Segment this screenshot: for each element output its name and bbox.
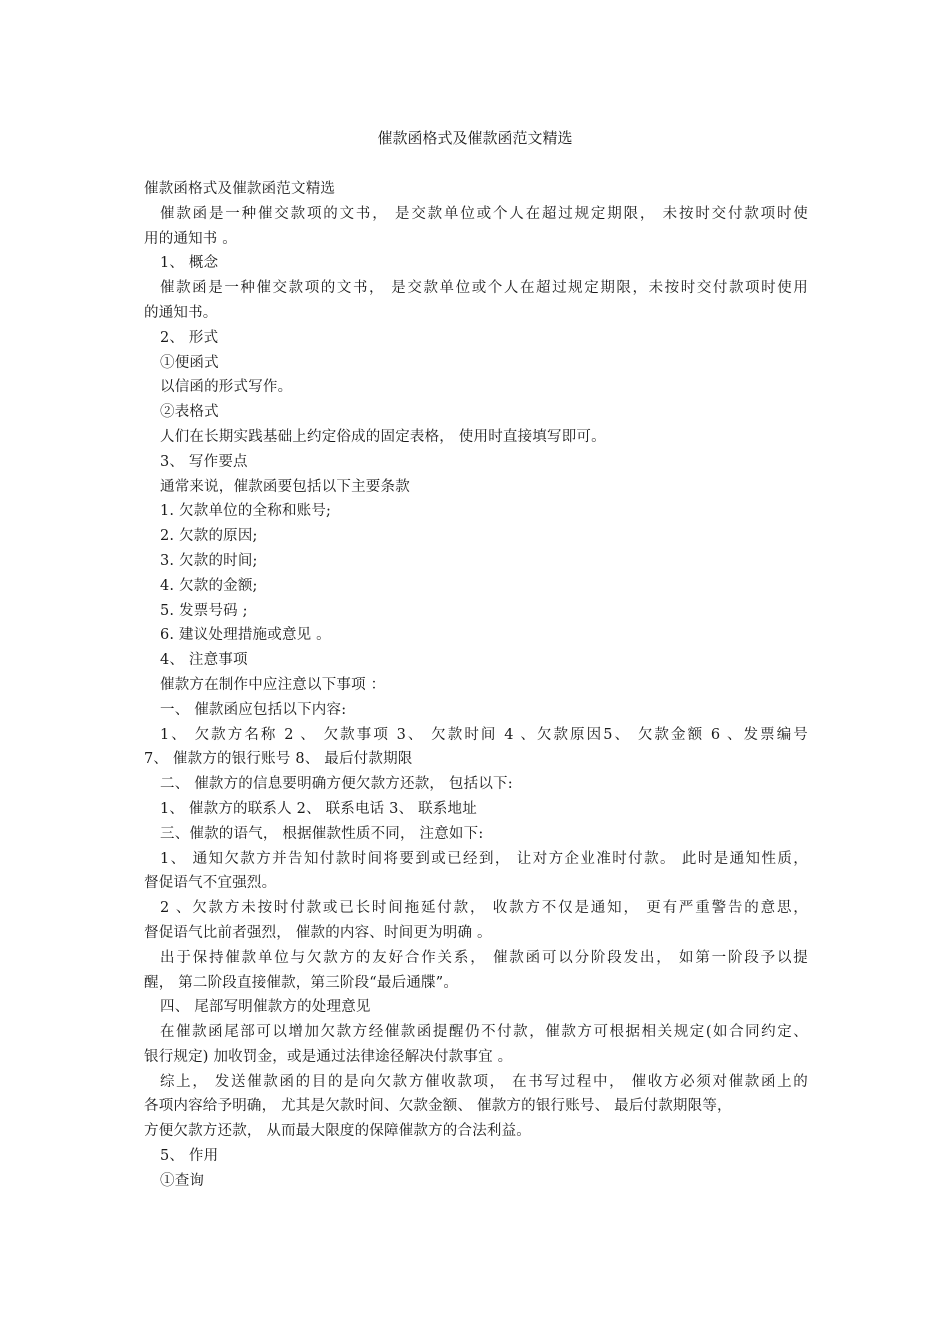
body-line: ①便函式 <box>160 354 219 371</box>
body-line: 5. 发票号码 ; <box>160 602 248 619</box>
body-line: 2. 欠款的原因; <box>160 528 258 545</box>
body-line: 催款函格式及催款函范文精选 <box>144 181 336 197</box>
body-line: 综上， 发送催款函的目的是向欠款方催收款项， 在书写过程中， 催收方必须对催款函上的 <box>160 1073 808 1090</box>
document-title: 催款函格式及催款函范文精选 <box>377 129 573 147</box>
body-line: 的通知书。 <box>144 304 218 321</box>
body-line: 方便欠款方还款， 从而最大限度的保障催款方的合法利益。 <box>144 1123 532 1140</box>
document-body <box>144 177 814 1194</box>
body-line: 3. 欠款的时间; <box>160 552 258 569</box>
body-line: 各项内容给予明确， 尤其是欠款时间、欠款金额、 催款方的银行账号、 最后付款期限等， <box>144 1098 732 1115</box>
body-line: ①查询 <box>160 1172 205 1189</box>
body-line: ②表格式 <box>160 404 219 421</box>
body-line: 1、 欠款方名称 2 、 欠款事项 3、 欠款时间 4 、欠款原因5、 欠款金额 6 、发票编号 <box>160 726 808 743</box>
body-line: 3、 写作要点 <box>160 453 248 470</box>
body-line: 4、 注意事项 <box>160 652 248 669</box>
body-line: 2、 形式 <box>160 329 219 346</box>
body-line: 二、 催款方的信息要明确方便欠款方还款， 包括以下: <box>160 776 513 793</box>
body-line: 1、 概念 <box>160 255 219 272</box>
body-line: 6. 建议处理措施或意见 。 <box>160 627 331 644</box>
body-line: 以信函的形式写作。 <box>160 379 293 396</box>
body-line: 银行规定) 加收罚金，或是通过法律途径解决付款事宜 。 <box>144 1048 513 1065</box>
body-line: 出于保持催款单位与欠款方的友好合作关系， 催款函可以分阶段发出， 如第一阶段予以提 <box>160 949 808 966</box>
body-line: 人们在长期实践基础上约定俗成的固定表格， 使用时直接填写即可。 <box>160 428 606 445</box>
body-line: 通常来说，催款函要包括以下主要条款 <box>160 478 410 495</box>
body-line: 醒， 第二阶段直接催款，第三阶段“最后通牒”。 <box>144 974 459 991</box>
body-line: 催款函是一种催交款项的文书， 是交款单位或个人在超过规定期限， 未按时交付款项时使 <box>160 205 808 222</box>
body-line: 7、 催款方的银行账号 8、 最后付款期限 <box>144 751 413 768</box>
body-line: 1、 催款方的联系人 2、 联系电话 3、 联系地址 <box>160 800 477 817</box>
body-line: 一、 催款函应包括以下内容: <box>160 701 347 718</box>
body-line: 用的通知书 。 <box>144 230 238 247</box>
body-line: 督促语气比前者强烈， 催款的内容、时间更为明确 。 <box>144 924 492 941</box>
body-line: 1、 通知欠款方并告知付款时间将要到或已经到， 让对方企业准时付款。 此时是通知性质， <box>160 850 808 867</box>
body-line: 1. 欠款单位的全称和账号; <box>160 503 332 520</box>
body-line: 四、 尾部写明催款方的处理意见 <box>160 999 371 1016</box>
body-line: 5、 作用 <box>160 1148 219 1165</box>
body-line: 在催款函尾部可以增加欠款方经催款函提醒仍不付款，催款方可根据相关规定(如合同约定、 <box>160 1024 808 1041</box>
body-line: 4. 欠款的金额; <box>160 577 258 594</box>
body-line: 催款方在制作中应注意以下事项 ： <box>160 676 386 693</box>
body-line: 催款函是一种催交款项的文书， 是交款单位或个人在超过规定期限，未按时交付款项时使用 <box>160 280 808 297</box>
body-line: 三、催款的语气， 根据催款性质不同， 注意如下: <box>160 825 484 842</box>
body-line: 督促语气不宜强烈。 <box>144 875 277 892</box>
body-line: 2 、欠款方未按时付款或已长时间拖延付款， 收款方不仅是通知， 更有严重警告的意思， <box>160 900 808 917</box>
